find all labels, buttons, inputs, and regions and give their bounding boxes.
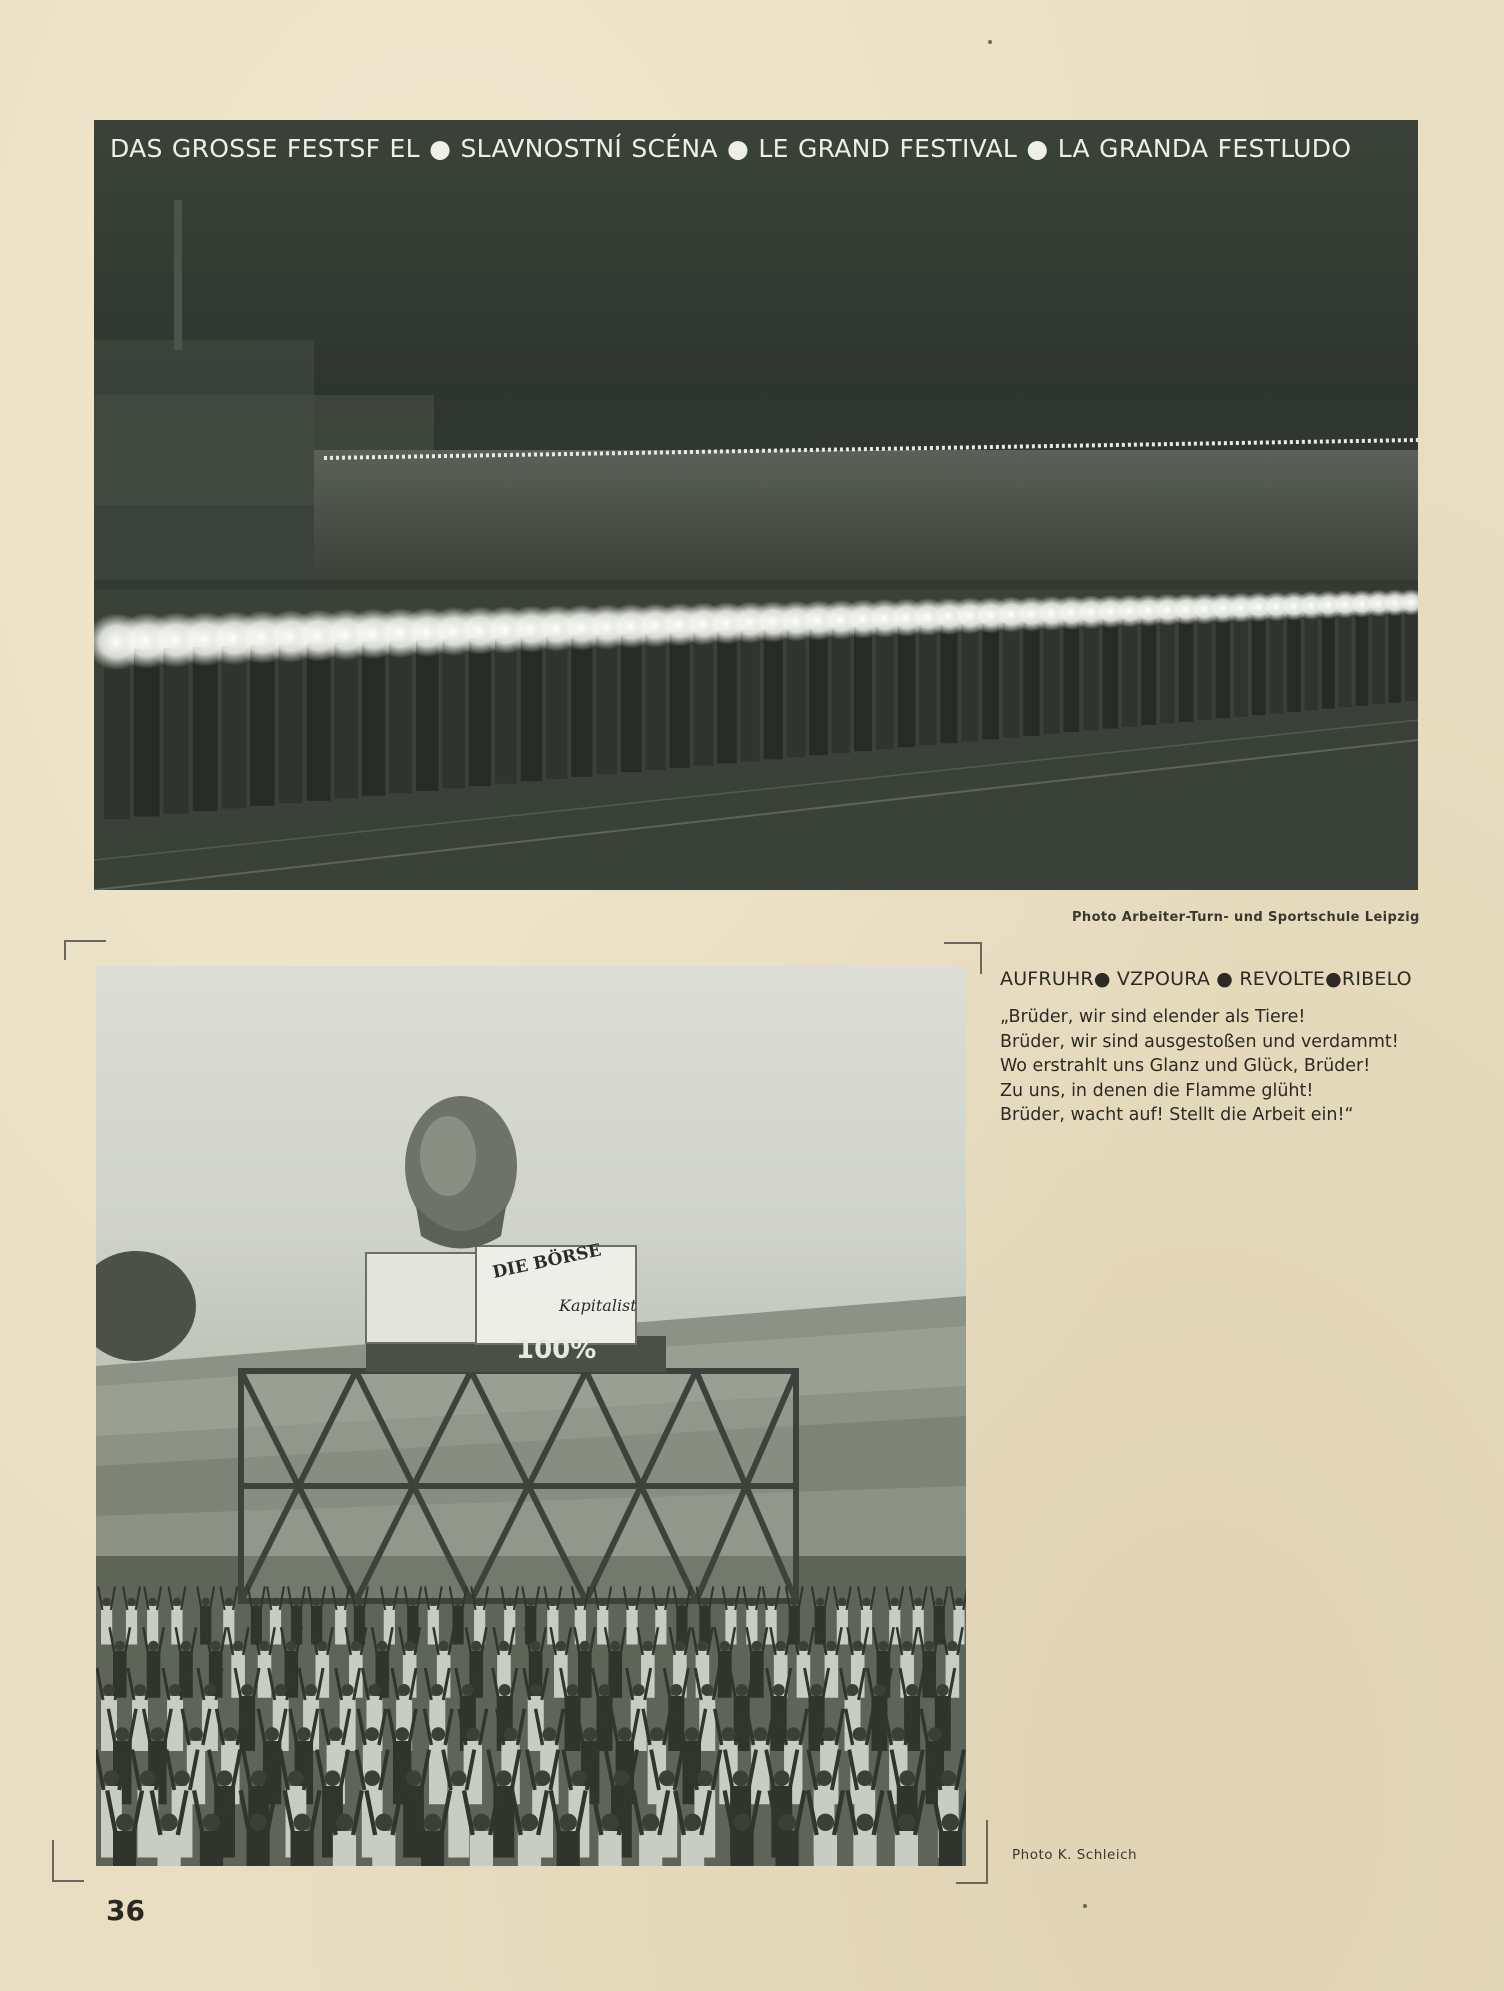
poem-line: Zu uns, in denen die Flamme glüht!: [1000, 1080, 1314, 1101]
crowd-head: [385, 1598, 393, 1606]
crowd-head: [116, 1814, 133, 1831]
torch-bearer: [694, 632, 714, 766]
crowd-head: [684, 1814, 701, 1831]
crowd-person: [676, 1606, 687, 1645]
crowd-head: [955, 1598, 963, 1606]
crowd-head: [753, 1727, 767, 1741]
crowd-head: [891, 1727, 905, 1741]
crowd-head: [398, 1684, 410, 1696]
revolt-heading: [1000, 968, 1412, 990]
torch-bearer: [741, 630, 760, 761]
torch-bearer: [940, 624, 957, 743]
crowd-head: [292, 1598, 300, 1606]
crowd-head: [542, 1727, 556, 1741]
crowd-head: [368, 1684, 380, 1696]
crowd-head: [252, 1598, 260, 1606]
crowd-head: [211, 1641, 221, 1651]
torch-bearer: [621, 634, 641, 772]
crowd-head: [560, 1814, 577, 1831]
headline-german: DAS GROSSE FESTSF EL: [110, 134, 420, 163]
torch-bearer: [307, 644, 331, 801]
crowd-person: [814, 1831, 837, 1866]
crowd-head: [790, 1598, 798, 1606]
torch-bearer: [1356, 612, 1369, 706]
crowd-head: [811, 1684, 823, 1696]
crowd-head: [293, 1814, 310, 1831]
crowd-head: [549, 1598, 557, 1606]
crowd-head: [856, 1814, 873, 1831]
crowd-head: [599, 1598, 607, 1606]
crowd-head: [454, 1598, 462, 1606]
crowd-head: [521, 1814, 538, 1831]
torch-bearer: [854, 627, 872, 751]
torch-bearer: [250, 645, 274, 806]
crowd-head: [556, 1641, 566, 1651]
crowd-head: [365, 1727, 379, 1741]
crowd-person: [470, 1831, 493, 1866]
crowd-head: [778, 1814, 795, 1831]
crowd-head: [628, 1598, 636, 1606]
crowd-head: [429, 1598, 437, 1606]
poem-line: Wo erstrahlt uns Glanz und Glück, Brüder!: [1000, 1056, 1371, 1076]
crowd-person: [626, 1606, 637, 1645]
poem-quote: [1000, 1005, 1440, 1128]
crowd-head: [127, 1598, 135, 1606]
torch-bearer: [1103, 620, 1118, 729]
torch-bearer: [1252, 615, 1266, 715]
crowd-head: [275, 1684, 287, 1696]
crowd-head: [752, 1641, 762, 1651]
torch-bearer: [962, 624, 979, 742]
heading-separator: ●: [1093, 968, 1111, 990]
crowd-head: [405, 1641, 415, 1651]
torch-bearer: [571, 636, 592, 777]
crowd-person: [699, 1606, 710, 1645]
torch-bearer: [222, 646, 247, 808]
crowd-head: [140, 1770, 156, 1786]
torch-bearer: [443, 639, 465, 788]
crowd-person: [147, 1606, 158, 1645]
crowd-head: [317, 1641, 327, 1651]
crowd-head: [351, 1641, 361, 1651]
crowd-head: [891, 1598, 899, 1606]
crowd-head: [583, 1727, 597, 1741]
torch-bearer: [1339, 612, 1352, 707]
torch-bearer: [645, 633, 665, 770]
crowd-head: [642, 1814, 659, 1831]
crowd-head: [259, 1641, 269, 1651]
torch-bearer: [1179, 617, 1194, 721]
crowd-head: [838, 1598, 846, 1606]
torch-bearer: [1197, 617, 1211, 720]
torch-bearer: [1270, 614, 1284, 713]
torch-bearer: [1160, 618, 1175, 724]
revolt-stage-illustration: [96, 966, 966, 1866]
crowd-head: [375, 1814, 392, 1831]
bottom-photo-credit: Photo K. Schleich: [1012, 1847, 1138, 1863]
crowd-head: [355, 1598, 363, 1606]
stadium-stands: [314, 450, 1418, 580]
heading-esperanto: RIBELO: [1341, 968, 1412, 990]
crowd-head: [633, 1684, 645, 1696]
crowd-head: [223, 1727, 237, 1741]
crowd-head: [424, 1814, 441, 1831]
crowd-person: [247, 1831, 270, 1866]
crowd-head: [736, 1684, 748, 1696]
crowd-head: [947, 1641, 957, 1651]
crowd-head: [862, 1598, 870, 1606]
crowd-head: [329, 1727, 343, 1741]
crowd-head: [466, 1727, 480, 1741]
crowd-head: [935, 1598, 943, 1606]
crowd-head: [305, 1684, 317, 1696]
torch-bearer: [546, 636, 567, 779]
crowd-person: [871, 1696, 887, 1751]
crowd-head: [217, 1770, 233, 1786]
crowd-person: [639, 1831, 662, 1866]
torch-bearer: [1141, 618, 1156, 725]
crowd-head: [169, 1684, 181, 1696]
torch-bearer: [1216, 616, 1230, 718]
crowd-head: [103, 1684, 115, 1696]
crowd-head: [439, 1641, 449, 1651]
crowd-head: [798, 1641, 808, 1651]
crowd-head: [618, 1727, 632, 1741]
torch-bearer: [193, 647, 218, 811]
crowd-head: [431, 1684, 443, 1696]
torch-bearer: [670, 633, 690, 768]
crowd-head: [174, 1770, 190, 1786]
paper-speck: [1083, 1904, 1087, 1908]
crowd-person: [333, 1831, 356, 1866]
torch-bearer: [809, 628, 827, 755]
crowd-head: [251, 1770, 267, 1786]
crowd-head: [249, 1814, 266, 1831]
crowd-head: [650, 1727, 664, 1741]
crowd-head: [733, 1770, 749, 1786]
crowd-head: [899, 1770, 915, 1786]
crowd-head: [675, 1641, 685, 1651]
crowd-head: [271, 1598, 279, 1606]
top-photo-credit: Photo Arbeiter-Turn- und Sportschule Leipzig: [1072, 910, 1420, 925]
torch-bearer: [1405, 610, 1417, 701]
crowd-head: [776, 1641, 786, 1651]
crowd-head: [847, 1684, 859, 1696]
headline-esperanto: LA GRANDA FESTLUDO: [1057, 134, 1352, 163]
sign-kapitalist: Kapitalist: [559, 1296, 637, 1315]
crowd-head: [580, 1641, 590, 1651]
crowd-head: [336, 1598, 344, 1606]
crowd-person: [311, 1606, 322, 1645]
torch-bearer: [1234, 616, 1248, 717]
crowd-head: [817, 1814, 834, 1831]
torch-bearer: [1122, 619, 1137, 727]
crowd-head: [160, 1814, 177, 1831]
crowd-person: [372, 1831, 395, 1866]
crowd-person: [453, 1606, 464, 1645]
torch-bearer: [279, 644, 303, 803]
torch-bearer: [1305, 613, 1318, 710]
crowd-head: [496, 1770, 512, 1786]
sign-percent: 100%: [516, 1335, 597, 1365]
crowd-head: [151, 1727, 165, 1741]
crowd-head: [265, 1727, 279, 1741]
scaffold-tower: [241, 1371, 796, 1601]
festival-headline: [110, 134, 1408, 163]
crowd-person: [775, 1831, 798, 1866]
crowd-head: [567, 1684, 579, 1696]
paper-speck: [988, 40, 992, 44]
crowd-head: [610, 1641, 620, 1651]
crowd-head: [678, 1598, 686, 1606]
crowd-head: [506, 1598, 514, 1606]
crowd-head: [670, 1684, 682, 1696]
torch-bearer: [1372, 611, 1384, 704]
crowd-head: [233, 1641, 243, 1651]
crowd-person: [681, 1831, 704, 1866]
crowd-head: [535, 1770, 551, 1786]
crowd-head: [853, 1727, 867, 1741]
crowd-person: [200, 1831, 223, 1866]
torch-bearer: [521, 637, 542, 781]
crowd-person: [421, 1831, 444, 1866]
crowd-head: [701, 1598, 709, 1606]
crowd-head: [697, 1770, 713, 1786]
crowd-head: [614, 1770, 630, 1786]
crowd-head: [530, 1684, 542, 1696]
crowd-person: [428, 1606, 439, 1645]
crowd-head: [102, 1598, 110, 1606]
crowd-head: [499, 1641, 509, 1651]
crowd-person: [730, 1831, 753, 1866]
torch-bearer: [334, 643, 357, 798]
crowd-head: [685, 1727, 699, 1741]
crowd-head: [928, 1727, 942, 1741]
torch-festival-illustration: [94, 120, 1418, 890]
crowd-head: [409, 1598, 417, 1606]
poem-line: „Brüder, wir sind elender als Tiere!: [1000, 1007, 1306, 1027]
torch-bearer: [389, 641, 412, 793]
torch-bearer: [832, 628, 850, 753]
crowd-head: [173, 1598, 181, 1606]
crowd-head: [181, 1641, 191, 1651]
crowd-head: [312, 1598, 320, 1606]
crowd-head: [878, 1641, 888, 1651]
crowd-person: [504, 1606, 515, 1645]
crowd-person: [725, 1606, 736, 1645]
crowd-head: [701, 1684, 713, 1696]
crowd-head: [431, 1727, 445, 1741]
headline-french: LE GRAND FESTIVAL: [758, 134, 1018, 163]
torch-bearer: [469, 639, 491, 786]
torch-bearer: [1044, 621, 1060, 734]
crowd-person: [291, 1831, 314, 1866]
sign-boerse: DIE BÖRSE: [490, 1240, 604, 1283]
crowd-head: [767, 1598, 775, 1606]
crowd-head: [816, 1598, 824, 1606]
torch-bearer: [717, 631, 736, 763]
heading-separator: ●: [1325, 968, 1342, 990]
torch-bearer: [898, 626, 916, 747]
crowd-head: [451, 1770, 467, 1786]
crowd-head: [773, 1684, 785, 1696]
crowd-head: [914, 1598, 922, 1606]
headline-separator: ●: [429, 134, 452, 163]
heading-czech: VZPOURA: [1116, 968, 1211, 990]
crowd-head: [937, 1684, 949, 1696]
torch-bearer: [1003, 623, 1019, 738]
crowd-head: [748, 1598, 756, 1606]
crowd-head: [898, 1814, 915, 1831]
crowd-head: [942, 1814, 959, 1831]
crowd-head: [104, 1770, 120, 1786]
tower-mast: [174, 200, 182, 350]
crowd-head: [364, 1770, 380, 1786]
crowd-head: [527, 1598, 535, 1606]
crowd-head: [115, 1641, 125, 1651]
torch-bearer: [163, 648, 188, 814]
crowd-head: [148, 1641, 158, 1651]
crowd-person: [895, 1831, 918, 1866]
crowd-head: [241, 1684, 253, 1696]
crop-mark: [52, 1840, 84, 1882]
crowd-head: [471, 1641, 481, 1651]
crowd-head: [336, 1814, 353, 1831]
crowd-person: [557, 1831, 580, 1866]
crowd-head: [733, 1814, 750, 1831]
crowd-head: [722, 1727, 736, 1741]
crowd-head: [571, 1770, 587, 1786]
crowd-person: [518, 1831, 541, 1866]
crowd-head: [940, 1770, 956, 1786]
torch-bearer: [1083, 620, 1099, 730]
crowd-head: [774, 1770, 790, 1786]
crowd-head: [225, 1598, 233, 1606]
crowd-head: [462, 1684, 474, 1696]
headline-separator: ●: [727, 134, 750, 163]
poem-line: Brüder, wacht auf! Stellt die Arbeit ein!“: [1000, 1105, 1354, 1125]
crowd-head: [530, 1641, 540, 1651]
torch-bearer: [1287, 614, 1300, 712]
crowd-person: [158, 1831, 181, 1866]
crowd-head: [473, 1814, 490, 1831]
torch-bearer: [919, 625, 936, 745]
torch-bearer: [787, 629, 806, 757]
crowd-head: [297, 1727, 311, 1741]
crowd-head: [204, 1684, 216, 1696]
torch-bearer: [876, 626, 894, 749]
crowd-head: [134, 1684, 146, 1696]
crowd-head: [853, 1641, 863, 1651]
heading-french: REVOLTE: [1239, 968, 1326, 990]
poem-line: Brüder, wir sind ausgestoßen und verdammt!: [1000, 1031, 1399, 1052]
crowd-head: [902, 1641, 912, 1651]
crowd-head: [657, 1598, 665, 1606]
torch-bearer: [982, 623, 999, 739]
crowd-head: [203, 1814, 220, 1831]
money-box-left: [366, 1253, 476, 1343]
torch-bearer: [416, 640, 439, 791]
crowd-head: [857, 1770, 873, 1786]
crowd-head: [395, 1727, 409, 1741]
torch-bearer: [362, 642, 385, 796]
crowd-head: [816, 1770, 832, 1786]
torch-bearer: [764, 630, 783, 760]
torch-bearer: [1322, 613, 1335, 709]
torch-bearer: [1389, 611, 1401, 703]
crowd-person: [953, 1606, 964, 1645]
crowd-head: [659, 1770, 675, 1786]
torch-bearer: [104, 650, 130, 819]
crowd-person: [853, 1831, 876, 1866]
crowd-person: [939, 1831, 962, 1866]
crowd-head: [601, 1814, 618, 1831]
page-number: 36: [106, 1894, 145, 1927]
crowd-head: [643, 1641, 653, 1651]
crowd-head: [288, 1770, 304, 1786]
crowd-head: [342, 1684, 354, 1696]
crowd-head: [873, 1684, 885, 1696]
crowd-head: [286, 1641, 296, 1651]
torch-bearer: [596, 635, 617, 775]
crowd-head: [720, 1641, 730, 1651]
crowd-head: [148, 1598, 156, 1606]
crop-mark: [64, 940, 106, 960]
crowd-head: [576, 1598, 584, 1606]
crowd-head: [599, 1684, 611, 1696]
crowd-head: [822, 1727, 836, 1741]
crowd-head: [697, 1641, 707, 1651]
revolt-stage-photo: [96, 966, 966, 1866]
crowd-head: [201, 1598, 209, 1606]
torch-bearer: [134, 649, 160, 817]
crowd-head: [115, 1727, 129, 1741]
crowd-person: [766, 1606, 777, 1645]
crowd-head: [786, 1727, 800, 1741]
crowd-head: [377, 1641, 387, 1651]
crowd-person: [335, 1606, 346, 1645]
heading-separator: ●: [1216, 968, 1234, 990]
torch-bearer: [1063, 621, 1079, 732]
crowd-head: [499, 1684, 511, 1696]
headline-czech: SLAVNOSTNÍ SCÉNA: [460, 134, 718, 163]
torch-bearer: [1023, 622, 1039, 736]
crowd-head: [924, 1641, 934, 1651]
torch-festival-photo: [94, 120, 1418, 890]
crowd-head: [504, 1727, 518, 1741]
crowd-head: [189, 1727, 203, 1741]
crowd-head: [826, 1641, 836, 1651]
crowd-head: [906, 1684, 918, 1696]
crowd-head: [727, 1598, 735, 1606]
crowd-head: [325, 1770, 341, 1786]
tree: [96, 1251, 196, 1361]
crowd-person: [200, 1606, 211, 1645]
crowd-head: [475, 1598, 483, 1606]
torch-bearer: [495, 638, 517, 784]
headline-separator: ●: [1026, 134, 1049, 163]
heading-german: AUFRUHR: [1000, 968, 1094, 990]
crowd-head: [406, 1770, 422, 1786]
crowd-person: [598, 1831, 621, 1866]
crowd-person: [113, 1831, 136, 1866]
